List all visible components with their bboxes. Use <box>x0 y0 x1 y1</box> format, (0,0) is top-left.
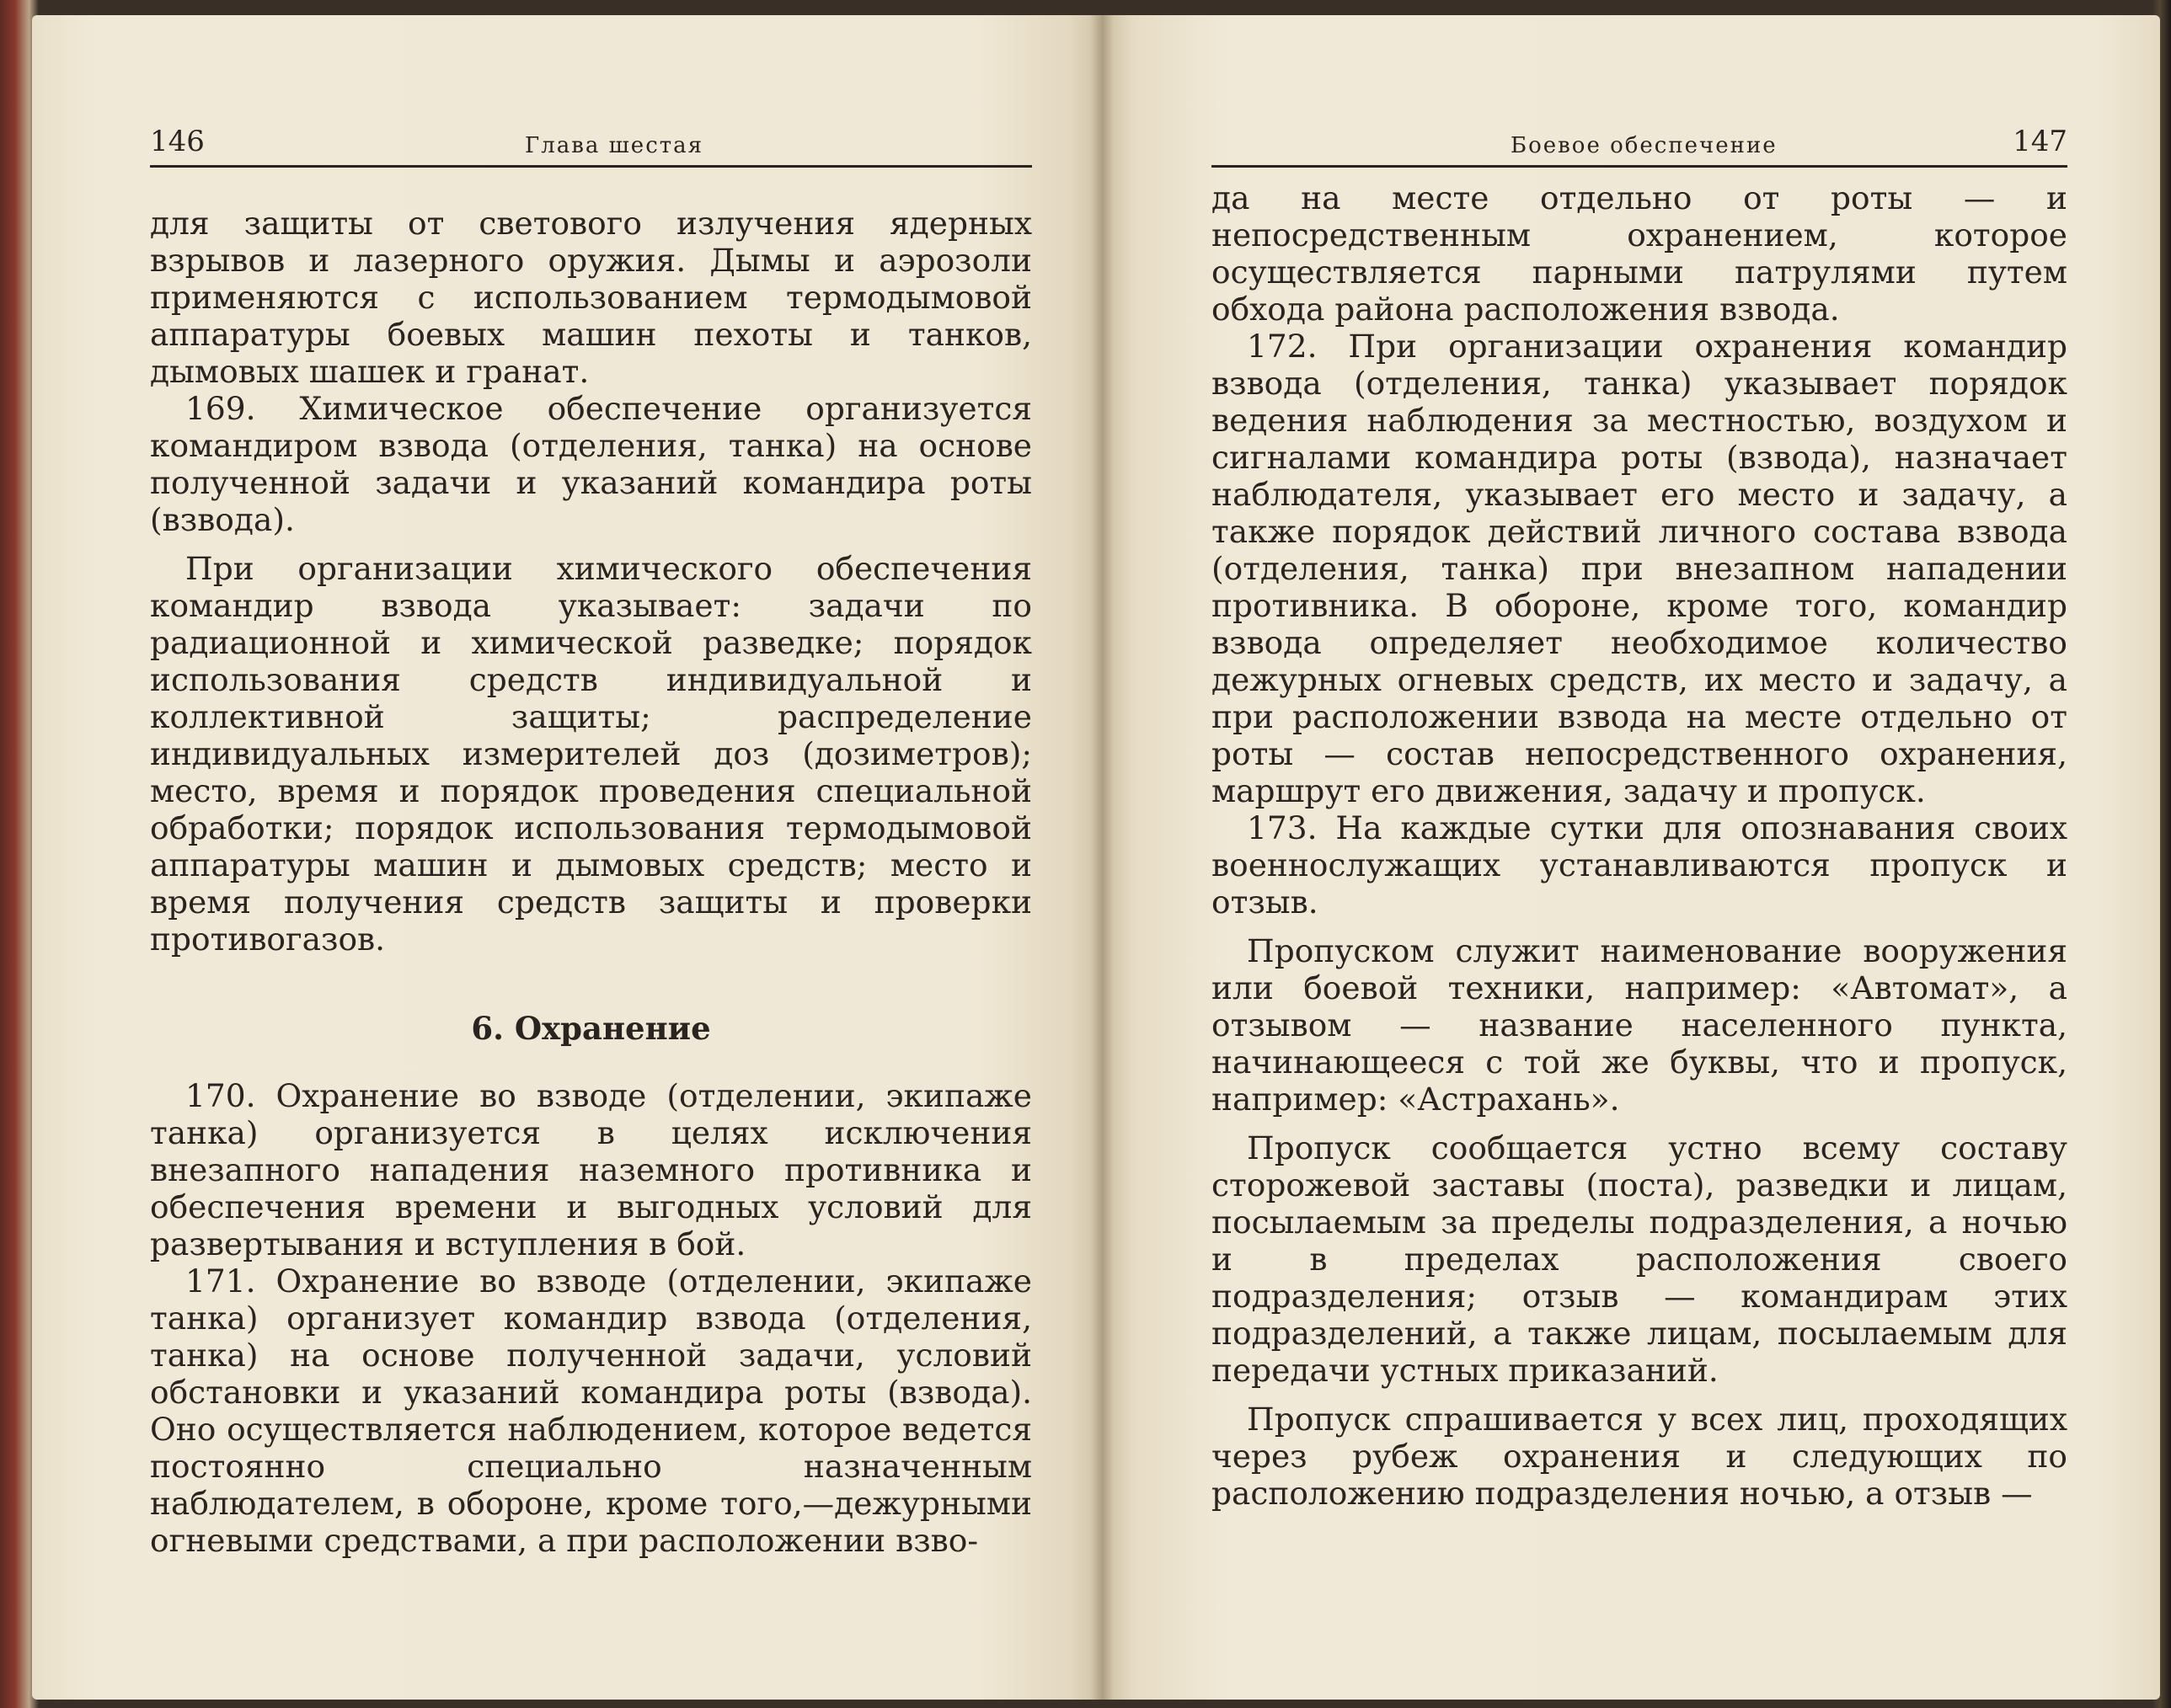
paragraph: Пропуск спрашивается у всех лиц, проходящих через рубеж охранения и следующих по расположению подразделения ночью, а отзыв — <box>1211 1401 2067 1512</box>
right-page-number: 147 <box>2013 125 2067 158</box>
left-page-body <box>150 205 1032 1559</box>
right-running-head: Боевое обеспечение <box>1511 133 1778 158</box>
paragraph: 172. При организации охранения командир взвода (отделения, танка) указывает порядок ведения наблюдения за местностью, воздухом и сигналами командира роты (взвода), назначает наблюдателя, указывает его место и задачу, а также порядок действий личного состава взвода (отделения, танка) при внезапном нападении противника. В обороне, кроме того, командир взвода определяет необходимое количество дежурных огневых средств, их место и задачу, а при расположении взвода на месте отдельно от роты — состав непосредственного охранения, маршрут его движения, задачу и пропуск. <box>1211 328 2067 809</box>
paragraph: Пропуском служит наименование вооружения или боевой техники, например: «Автомат», а отзывом — название населенного пункта, начинающееся с той же буквы, что и пропуск, например: «Астрахань». <box>1211 932 2067 1118</box>
paragraph: 173. На каждые сутки для опознавания своих военнослужащих устанавливаются пропуск и отзыв. <box>1211 809 2067 921</box>
paragraph: 171. Охранение во взводе (отделении, экипаже танка) организует командир взвода (отделения, танка) на основе полученной задачи, условий обстановки и указаний командира роты (взвода). Оно осуществляется наблюдением, которое ведется постоянно специально назначенным наблюдателем, в обороне, кроме того,—дежурными огневыми средствами, а при расположении взво- <box>150 1262 1032 1559</box>
book-gutter <box>1090 15 1114 1700</box>
paragraph: да на месте отдельно от роты — и непосредственным охранением, которое осуществляется парными патрулями путем обхода района расположения взвода. <box>1211 179 2067 328</box>
paragraph: для защиты от светового излучения ядерных взрывов и лазерного оружия. Дымы и аэрозоли применяются с использованием термодымовой аппаратуры боевых машин пехоты и танков, дымовых шашек и гранат. <box>150 205 1032 390</box>
left-page-header <box>150 118 1032 168</box>
paragraph: 169. Химическое обеспечение организуется командиром взвода (отделения, танка) на основе полученной задачи и указаний командира роты (взвода). <box>150 390 1032 538</box>
right-page-header <box>1211 118 2067 168</box>
left-page-number: 146 <box>150 125 205 158</box>
right-page <box>1102 15 2160 1700</box>
paragraph: 170. Охранение во взводе (отделении, экипаже танка) организуется в целях исключения внезапного нападения наземного противника и обеспечения времени и выгодных условий для развертывания и вступления в бой. <box>150 1077 1032 1262</box>
paragraph: Пропуск сообщается устно всему составу сторожевой заставы (поста), разведки и лицам, посылаемым за пределы подразделения, а ночью и в пределах расположения своего подразделения; отзыв — командирам этих подразделений, а также лицам, посылаемым для передачи устных приказаний. <box>1211 1129 2067 1389</box>
left-page <box>32 15 1102 1700</box>
left-running-head: Глава шестая <box>525 133 704 158</box>
paragraph: При организации химического обеспечения командир взвода указывает: задачи по радиационной и химической разведке; порядок использования средств индивидуальной и коллективной защиты; распределение индивидуальных измерителей доз (дозиметров); место, время и порядок проведения специальной обработки; порядок использования термодымовой аппаратуры машин и дымовых средств; место и время получения средств защиты и проверки противогазов. <box>150 550 1032 958</box>
section-title: 6. Охранение <box>471 1010 711 1047</box>
right-page-body <box>1211 179 2067 1512</box>
